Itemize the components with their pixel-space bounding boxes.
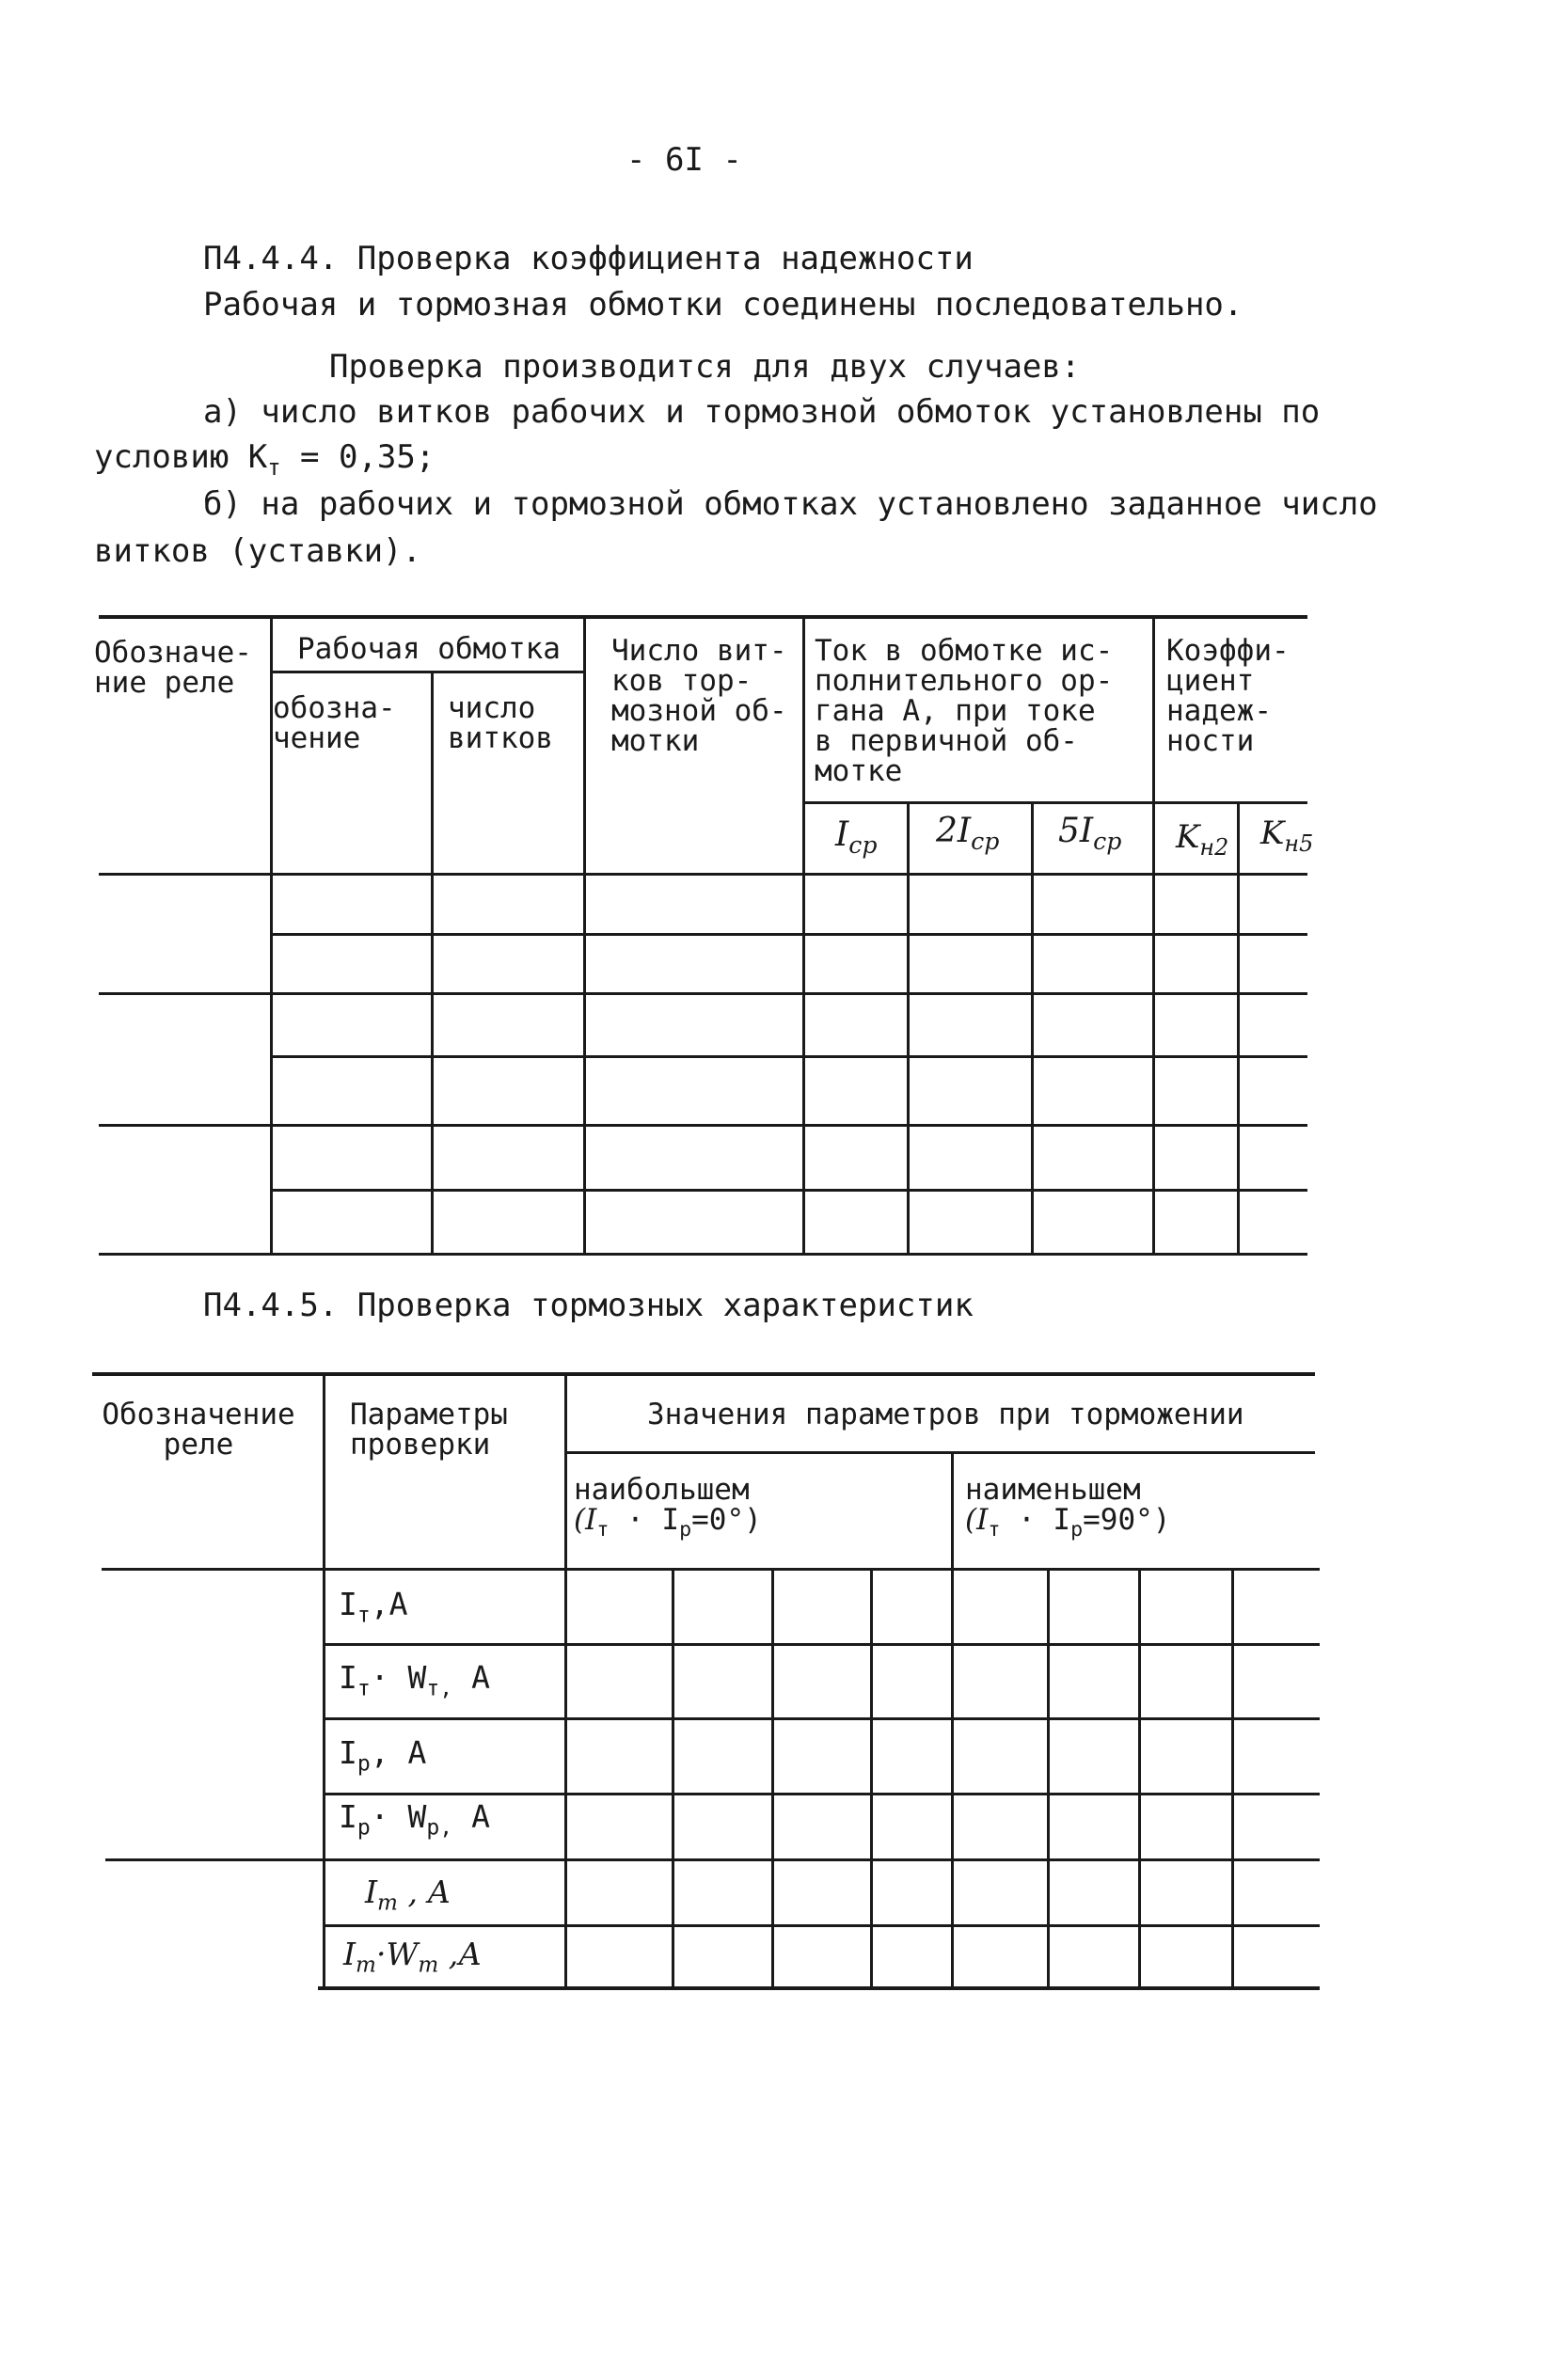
param-row: $I_т,А$ bbox=[339, 1586, 408, 1628]
page-number: - 6I - bbox=[626, 141, 742, 179]
header-reliability-coeff: Коэффи- циент надеж- ности bbox=[1166, 634, 1290, 758]
table1-rule bbox=[270, 671, 585, 673]
param-row: $I_т$ , А bbox=[365, 1874, 451, 1916]
case-b-line: б) на рабочих и тормозной обмотках установлено заданное число bbox=[203, 485, 1378, 523]
case-a-line: а) число витков рабочих и тормозной обмоток установлены по bbox=[203, 393, 1321, 431]
subheader-kn2: $K_{н2}$ bbox=[1176, 818, 1229, 861]
header-values-braking: Значения параметров при торможении bbox=[647, 1398, 1244, 1431]
table1-top-rule bbox=[99, 615, 1307, 619]
table2-rule bbox=[564, 1451, 1315, 1454]
table2-bottom-rule bbox=[318, 1986, 1320, 1990]
header-work-winding: Рабочая обмотка bbox=[297, 632, 561, 666]
header-brake-turns: Число вит- ков тор- мозной об- мотки bbox=[611, 634, 787, 758]
param-row: $I_р$, А bbox=[339, 1734, 427, 1777]
subheader-2icp: $2I_{ср}$ bbox=[936, 812, 1000, 856]
subheader-5icp: $5I_{ср}$ bbox=[1058, 812, 1122, 856]
header-relay-designation: Обозначение реле bbox=[102, 1398, 295, 1462]
table1-rule bbox=[99, 992, 1307, 995]
header-max-braking: наибольшем $(I_т \cdot I_р=0^\circ)$ bbox=[574, 1473, 762, 1542]
header-relay-designation: Обозначе- ние реле bbox=[94, 636, 252, 700]
header-current: Ток в обмотке ис- полнительного ор- гана А, при токе в первичной об- мотке bbox=[815, 634, 1114, 788]
table1-col-line bbox=[1237, 801, 1240, 1256]
table2-col-line bbox=[564, 1372, 567, 1988]
table1-col-line bbox=[802, 615, 805, 1256]
subheader-kn5: $K_{н5}$ bbox=[1260, 814, 1314, 857]
table2-top-rule bbox=[92, 1372, 1315, 1376]
table2-col-line bbox=[1047, 1568, 1050, 1988]
paragraph-line: Рабочая и тормозная обмотки соединены последовательно. bbox=[203, 286, 1243, 324]
case-a-condition: условию $К_т = 0,35$; bbox=[94, 438, 436, 481]
case-b-line: витков (уставки). bbox=[94, 532, 421, 570]
table2-col-line bbox=[870, 1568, 873, 1988]
table1-col-line bbox=[431, 671, 434, 1256]
subheader-icp: $I_{ср}$ bbox=[835, 815, 878, 860]
table2-rule bbox=[323, 1793, 1320, 1795]
table1-col-line bbox=[1152, 615, 1155, 1256]
table1-rule bbox=[802, 801, 1307, 804]
table2-col-line bbox=[672, 1568, 674, 1988]
param-row: $I_т\cdot W_т$ ,А bbox=[343, 1936, 483, 1978]
header-turns: число витков bbox=[448, 691, 553, 755]
table2-col-line bbox=[1138, 1568, 1141, 1988]
table1-col-line bbox=[1031, 801, 1034, 1256]
section-heading-4-4-5: П4.4.5. Проверка тормозных характеристик bbox=[203, 1287, 974, 1324]
table2-rule bbox=[323, 1924, 1320, 1927]
table2-col-line bbox=[1231, 1568, 1234, 1988]
header-check-params: Параметры проверки bbox=[350, 1398, 508, 1462]
table1-col-line bbox=[907, 801, 910, 1256]
table2-rule bbox=[102, 1568, 1320, 1571]
table2-col-line bbox=[951, 1451, 954, 1988]
header-designation: обозна- чение bbox=[273, 691, 396, 755]
paragraph-line: Проверка производится для двух случаев: bbox=[329, 348, 1081, 386]
table2-rule bbox=[323, 1643, 1320, 1646]
table1-col-line bbox=[583, 615, 586, 1256]
header-min-braking: наименьшем $(I_т \cdot I_р=90^\circ)$ bbox=[965, 1473, 1171, 1542]
section-heading-4-4-4: П4.4.4. Проверка коэффициента надежности bbox=[203, 240, 974, 277]
table2-col-line bbox=[323, 1372, 325, 1988]
table1-rule bbox=[99, 873, 1307, 876]
table1-rule bbox=[99, 1124, 1307, 1127]
table2-rule bbox=[323, 1717, 1320, 1720]
param-row: $I_т\cdot W_{т,}$ А bbox=[339, 1659, 490, 1701]
table1-bottom-rule bbox=[99, 1253, 1307, 1256]
table2-col-line bbox=[771, 1568, 774, 1988]
param-row: $I_р\cdot W_{р,}$ А bbox=[339, 1798, 490, 1841]
